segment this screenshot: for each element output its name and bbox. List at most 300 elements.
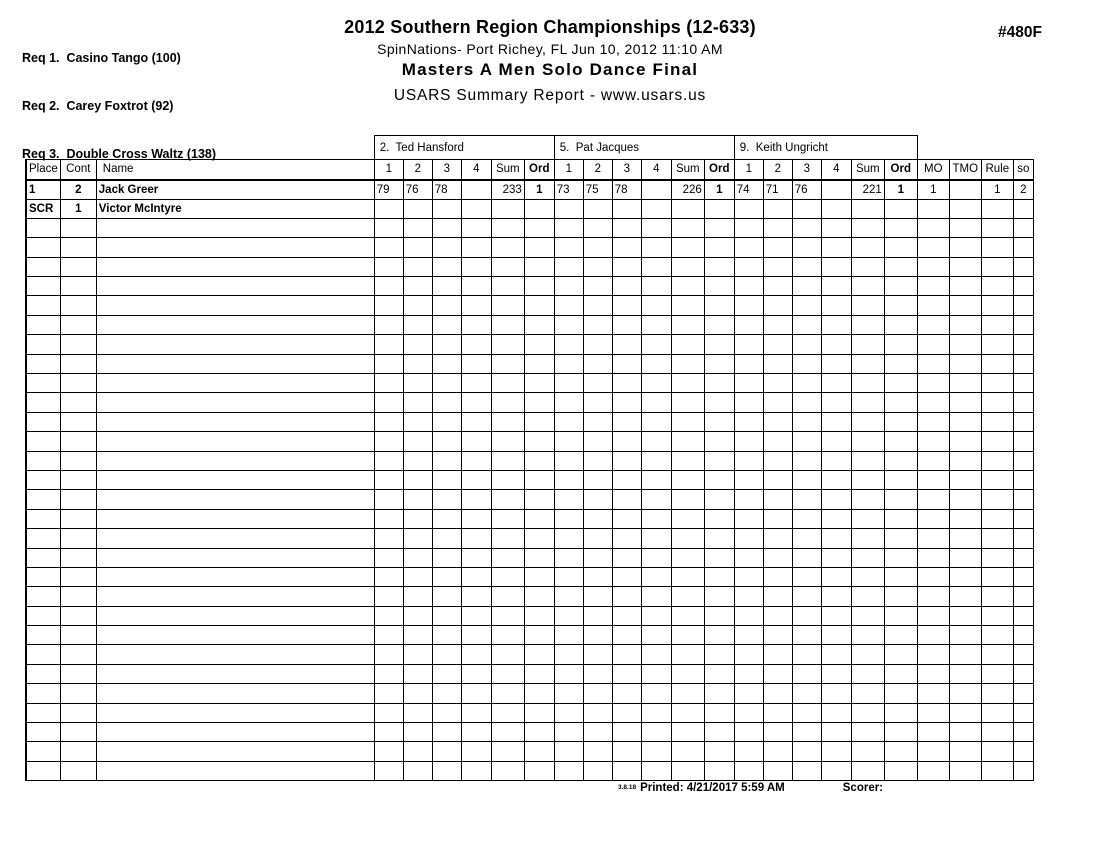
cell-score (554, 703, 583, 722)
cell-ordinal (704, 335, 734, 354)
cell-tmo (949, 432, 981, 451)
cell-place (26, 529, 60, 548)
cell-ordinal (704, 723, 734, 742)
cell-score (792, 587, 821, 606)
cell-score (821, 218, 851, 237)
cell-contestant-number: 2 (60, 180, 96, 200)
cell-skater-name (96, 257, 374, 276)
cell-score (763, 296, 792, 315)
cell-score (461, 451, 491, 470)
cell-score (612, 509, 641, 528)
cell-ordinal (704, 432, 734, 451)
cell-sum (851, 567, 884, 586)
cell-rule (981, 664, 1013, 683)
cell-score (763, 238, 792, 257)
cell-mo (917, 761, 949, 780)
cell-ordinal: 1 (884, 180, 917, 200)
cell-score (374, 509, 403, 528)
cell-sum (671, 606, 704, 625)
cell-score (374, 451, 403, 470)
col-header-3: 3 (432, 160, 461, 180)
cell-ordinal (884, 432, 917, 451)
cell-score (792, 548, 821, 567)
cell-ordinal (704, 548, 734, 567)
cell-score (403, 470, 432, 489)
cell-skater-name (96, 335, 374, 354)
cell-mo (917, 257, 949, 276)
cell-score (461, 626, 491, 645)
cell-mo (917, 490, 949, 509)
cell-tmo (949, 529, 981, 548)
cell-score (403, 315, 432, 334)
cell-skater-name: Victor McIntyre (96, 199, 374, 218)
cell-score (821, 335, 851, 354)
cell-ordinal (704, 451, 734, 470)
cell-score (432, 412, 461, 431)
cell-score (734, 393, 763, 412)
col-header-1: 1 (734, 160, 763, 180)
cell-score (461, 335, 491, 354)
cell-score (612, 490, 641, 509)
cell-ordinal (704, 296, 734, 315)
cell-score (763, 664, 792, 683)
cell-rule (981, 432, 1013, 451)
cell-ordinal (524, 509, 554, 528)
cell-score (763, 703, 792, 722)
cell-score (374, 432, 403, 451)
cell-sum (491, 723, 524, 742)
cell-so (1013, 199, 1033, 218)
cell-ordinal (704, 626, 734, 645)
cell-rule (981, 412, 1013, 431)
cell-score (374, 257, 403, 276)
cell-score (763, 548, 792, 567)
cell-score (641, 606, 671, 625)
cell-score (792, 606, 821, 625)
cell-rule (981, 684, 1013, 703)
cell-score (763, 393, 792, 412)
cell-score (374, 742, 403, 761)
cell-score (554, 684, 583, 703)
cell-tmo (949, 684, 981, 703)
cell-contestant-number (60, 490, 96, 509)
cell-ordinal (704, 412, 734, 431)
cell-sum (851, 393, 884, 412)
cell-rule (981, 703, 1013, 722)
cell-score (374, 548, 403, 567)
cell-ordinal (884, 664, 917, 683)
cell-place (26, 606, 60, 625)
cell-ordinal (524, 374, 554, 393)
col-header-ord: Ord (704, 160, 734, 180)
cell-so (1013, 277, 1033, 296)
cell-score (763, 587, 792, 606)
cell-mo (917, 393, 949, 412)
cell-sum (851, 432, 884, 451)
cell-score (641, 218, 671, 237)
cell-score (583, 626, 612, 645)
cell-sum (491, 761, 524, 780)
cell-score (641, 723, 671, 742)
cell-score (583, 567, 612, 586)
cell-score (734, 529, 763, 548)
cell-sum (671, 277, 704, 296)
cell-sum (491, 218, 524, 237)
cell-sum (671, 412, 704, 431)
cell-ordinal (704, 742, 734, 761)
cell-score (792, 238, 821, 257)
cell-so (1013, 412, 1033, 431)
cell-score (734, 490, 763, 509)
cell-rule (981, 470, 1013, 489)
cell-tmo (949, 626, 981, 645)
cell-score (792, 761, 821, 780)
cell-score (763, 567, 792, 586)
col-header-3: 3 (612, 160, 641, 180)
cell-score (612, 257, 641, 276)
cell-place (26, 703, 60, 722)
cell-ordinal (884, 354, 917, 373)
cell-score (554, 432, 583, 451)
cell-score (763, 354, 792, 373)
cell-score (734, 199, 763, 218)
col-header-2: 2 (403, 160, 432, 180)
cell-skater-name (96, 529, 374, 548)
cell-score (734, 703, 763, 722)
cell-score (821, 529, 851, 548)
cell-so (1013, 257, 1033, 276)
cell-score (641, 412, 671, 431)
cell-score (641, 180, 671, 200)
cell-score (432, 761, 461, 780)
cell-score (821, 238, 851, 257)
cell-mo (917, 296, 949, 315)
cell-score (821, 645, 851, 664)
cell-place (26, 723, 60, 742)
cell-score (403, 626, 432, 645)
cell-score (792, 723, 821, 742)
cell-ordinal (524, 587, 554, 606)
cell-score (554, 606, 583, 625)
cell-sum (671, 645, 704, 664)
cell-score (612, 684, 641, 703)
cell-score (734, 723, 763, 742)
cell-score (612, 432, 641, 451)
col-header-so: so (1013, 160, 1033, 180)
cell-sum (671, 529, 704, 548)
cell-tmo (949, 703, 981, 722)
cell-score (374, 335, 403, 354)
cell-score (612, 703, 641, 722)
cell-ordinal (704, 645, 734, 664)
cell-so (1013, 354, 1033, 373)
cell-score (583, 218, 612, 237)
table-row (26, 742, 1033, 761)
cell-score (821, 606, 851, 625)
cell-score (583, 587, 612, 606)
cell-sum (851, 218, 884, 237)
cell-so (1013, 664, 1033, 683)
cell-score (734, 548, 763, 567)
cell-score (554, 451, 583, 470)
cell-score (461, 432, 491, 451)
cell-score (583, 606, 612, 625)
judge-row-spacer (26, 136, 374, 160)
cell-ordinal (704, 393, 734, 412)
col-header-4: 4 (641, 160, 671, 180)
cell-tmo (949, 645, 981, 664)
cell-sum (491, 606, 524, 625)
cell-tmo (949, 374, 981, 393)
cell-sum (851, 723, 884, 742)
cell-sum (671, 703, 704, 722)
cell-score (461, 490, 491, 509)
cell-rule (981, 761, 1013, 780)
cell-ordinal (704, 664, 734, 683)
cell-sum (491, 626, 524, 645)
cell-place (26, 238, 60, 257)
cell-score (583, 354, 612, 373)
cell-score (821, 374, 851, 393)
cell-skater-name (96, 664, 374, 683)
cell-score (554, 335, 583, 354)
cell-place (26, 374, 60, 393)
cell-score (403, 412, 432, 431)
cell-score (374, 606, 403, 625)
cell-score (821, 490, 851, 509)
cell-sum (851, 296, 884, 315)
cell-skater-name (96, 315, 374, 334)
cell-score (821, 626, 851, 645)
cell-score (374, 374, 403, 393)
cell-score (432, 626, 461, 645)
cell-contestant-number (60, 315, 96, 334)
cell-score (763, 257, 792, 276)
cell-score (612, 645, 641, 664)
cell-score (432, 296, 461, 315)
cell-score (374, 626, 403, 645)
cell-mo (917, 664, 949, 683)
cell-sum: 226 (671, 180, 704, 200)
cell-sum (491, 374, 524, 393)
cell-score (583, 548, 612, 567)
cell-score (403, 199, 432, 218)
cell-tmo (949, 470, 981, 489)
cell-score (432, 664, 461, 683)
cell-ordinal (524, 529, 554, 548)
cell-ordinal (704, 315, 734, 334)
cell-score (461, 238, 491, 257)
cell-contestant-number (60, 451, 96, 470)
cell-score (432, 509, 461, 528)
table-row (26, 684, 1033, 703)
cell-score (461, 257, 491, 276)
cell-ordinal (884, 470, 917, 489)
cell-ordinal (524, 606, 554, 625)
cell-sum (491, 451, 524, 470)
cell-score (403, 587, 432, 606)
cell-score (432, 257, 461, 276)
col-header-name: Name (96, 160, 374, 180)
cell-score (612, 218, 641, 237)
cell-ordinal (524, 277, 554, 296)
cell-so (1013, 296, 1033, 315)
cell-score (403, 218, 432, 237)
col-header-3: 3 (792, 160, 821, 180)
cell-score (641, 567, 671, 586)
cell-score (792, 509, 821, 528)
cell-ordinal (884, 548, 917, 567)
cell-score (734, 335, 763, 354)
cell-score (612, 199, 641, 218)
cell-ordinal (704, 567, 734, 586)
cell-score (403, 761, 432, 780)
cell-skater-name (96, 509, 374, 528)
cell-sum (671, 451, 704, 470)
cell-score (734, 451, 763, 470)
cell-ordinal (884, 374, 917, 393)
col-header-ord: Ord (884, 160, 917, 180)
cell-score (612, 393, 641, 412)
cell-score (583, 529, 612, 548)
cell-score (641, 490, 671, 509)
cell-score (792, 567, 821, 586)
table-row (26, 626, 1033, 645)
cell-score (583, 393, 612, 412)
cell-score (612, 548, 641, 567)
cell-sum (851, 529, 884, 548)
cell-score (554, 315, 583, 334)
cell-score (641, 645, 671, 664)
cell-sum (491, 742, 524, 761)
cell-score (734, 606, 763, 625)
cell-sum (491, 529, 524, 548)
cell-score (554, 257, 583, 276)
cell-rule (981, 490, 1013, 509)
cell-ordinal (524, 626, 554, 645)
cell-rule (981, 567, 1013, 586)
cell-ordinal (884, 199, 917, 218)
cell-mo (917, 509, 949, 528)
cell-sum (851, 354, 884, 373)
cell-score (554, 199, 583, 218)
cell-score (461, 548, 491, 567)
cell-sum (851, 742, 884, 761)
cell-mo (917, 354, 949, 373)
cell-tmo (949, 490, 981, 509)
col-header-1: 1 (554, 160, 583, 180)
cell-score (763, 529, 792, 548)
cell-skater-name: Jack Greer (96, 180, 374, 200)
cell-score: 76 (792, 180, 821, 200)
cell-score (641, 529, 671, 548)
cell-score: 78 (432, 180, 461, 200)
cell-so (1013, 529, 1033, 548)
cell-score (763, 470, 792, 489)
col-header-1: 1 (374, 160, 403, 180)
cell-ordinal (524, 218, 554, 237)
cell-score (374, 529, 403, 548)
cell-tmo (949, 393, 981, 412)
cell-skater-name (96, 277, 374, 296)
cell-score (612, 664, 641, 683)
cell-skater-name (96, 645, 374, 664)
cell-rule (981, 548, 1013, 567)
cell-score (374, 470, 403, 489)
cell-so (1013, 432, 1033, 451)
cell-mo (917, 548, 949, 567)
cell-sum (851, 684, 884, 703)
cell-ordinal (704, 587, 734, 606)
cell-score (734, 587, 763, 606)
cell-score (403, 645, 432, 664)
cell-score (821, 199, 851, 218)
cell-score (461, 567, 491, 586)
cell-tmo (949, 180, 981, 200)
cell-score (432, 218, 461, 237)
summary-table (25, 135, 1034, 781)
cell-score (554, 218, 583, 237)
cell-contestant-number (60, 548, 96, 567)
judge-name-row (26, 136, 1033, 160)
cell-score (763, 742, 792, 761)
cell-mo (917, 451, 949, 470)
cell-contestant-number (60, 374, 96, 393)
cell-ordinal (524, 723, 554, 742)
cell-ordinal (884, 412, 917, 431)
cell-score (554, 354, 583, 373)
cell-sum (851, 664, 884, 683)
cell-sum (671, 374, 704, 393)
cell-score (792, 432, 821, 451)
cell-score (821, 684, 851, 703)
cell-ordinal (524, 567, 554, 586)
cell-score (792, 451, 821, 470)
col-header-2: 2 (763, 160, 792, 180)
cell-score (403, 490, 432, 509)
cell-skater-name (96, 626, 374, 645)
cell-score (461, 218, 491, 237)
cell-ordinal (524, 664, 554, 683)
cell-so (1013, 490, 1033, 509)
judge-header: 9. Keith Ungricht (734, 136, 917, 160)
cell-ordinal (884, 645, 917, 664)
cell-score (612, 761, 641, 780)
cell-score (612, 470, 641, 489)
cell-score (792, 412, 821, 431)
cell-score (792, 277, 821, 296)
cell-rule (981, 587, 1013, 606)
cell-sum (671, 509, 704, 528)
cell-score (612, 354, 641, 373)
cell-sum (491, 393, 524, 412)
cell-score (583, 296, 612, 315)
cell-score (554, 761, 583, 780)
cell-skater-name (96, 393, 374, 412)
cell-score (641, 257, 671, 276)
cell-score (734, 218, 763, 237)
cell-score (554, 587, 583, 606)
cell-score (792, 393, 821, 412)
cell-score (403, 296, 432, 315)
cell-score (583, 374, 612, 393)
cell-sum: 221 (851, 180, 884, 200)
cell-sum (491, 257, 524, 276)
cell-tmo (949, 257, 981, 276)
cell-ordinal (524, 238, 554, 257)
cell-ordinal (884, 296, 917, 315)
table-row (26, 374, 1033, 393)
